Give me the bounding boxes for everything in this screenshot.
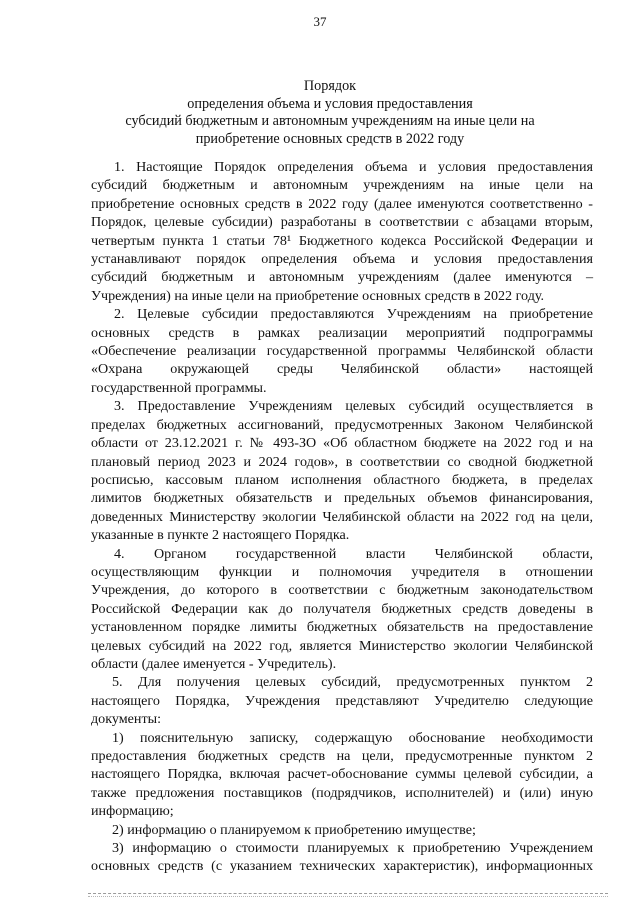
paragraph-line: 2) информацию о планируемом к приобретению имуществе; bbox=[112, 821, 476, 838]
paragraph-line: 5. Для получения целевых субсидий, предусмотренных пунктом 2 bbox=[112, 674, 593, 691]
paragraph-line: основных средств (с указанием технических характеристик), информационных bbox=[91, 858, 593, 875]
title-line: Порядок bbox=[303, 78, 357, 94]
title-line: приобретение основных средств в 2022 году bbox=[195, 130, 465, 147]
paragraph-line: информацию; bbox=[91, 803, 174, 820]
paragraph-line: 2. Целевые субсидии предоставляются Учреждениям на приобретение bbox=[114, 306, 593, 323]
paragraph-line: области (далее именуется - Учредитель). bbox=[91, 655, 337, 672]
paragraph-line: 4. Органом государственной власти Челябинской области, bbox=[114, 545, 593, 562]
paragraph-line: Учреждения, до которого в соответствии с бюджетным законодательством bbox=[91, 582, 593, 599]
title-line: субсидий бюджетным и автономным учреждениям на иные цели на bbox=[125, 113, 535, 129]
paragraph bbox=[91, 673, 593, 728]
paragraph-line: Российской Федерации как до получателя бюджетных средств доведены в bbox=[91, 600, 593, 617]
paragraph-line: государственной программы. bbox=[91, 379, 267, 396]
document-body bbox=[91, 158, 593, 876]
title-line: определения объема и условия предоставления bbox=[187, 95, 473, 112]
paragraph-line: субсидий бюджетным и автономным учреждениям на иные цели на bbox=[91, 177, 593, 194]
paragraph-line: осуществляющим функции и полномочия учредителя в отношении bbox=[91, 563, 593, 580]
paragraph-line: основных средств в рамках реализации мероприятий подпрограммы bbox=[91, 324, 593, 341]
paragraph bbox=[91, 839, 593, 876]
paragraph-line: устанавливают порядок определения объема и условия предоставления bbox=[91, 251, 593, 268]
paragraph-line: «Обеспечение реализации государственной программы Челябинской области bbox=[91, 343, 593, 360]
footer-divider bbox=[88, 893, 608, 894]
paragraph-line: 1) пояснительную записку, содержащую обоснование необходимости bbox=[112, 729, 593, 746]
paragraph-line: документы: bbox=[91, 711, 161, 728]
paragraph-line: целевых субсидий на 2022 год, является Министерство экологии Челябинской bbox=[91, 637, 593, 654]
paragraph-line: Учреждения) на иные цели на приобретение основных средств в 2022 году. bbox=[91, 287, 545, 304]
paragraph bbox=[91, 158, 593, 305]
paragraph-line: плановый период 2023 и 2024 годов», в соответствии со сводной бюджетной bbox=[91, 453, 593, 470]
paragraph-line: указанные в пункте 2 настоящего Порядка. bbox=[91, 527, 350, 544]
paragraph-line: 1. Настоящие Порядок определения объема и условия предоставления bbox=[114, 159, 593, 175]
paragraph-line: приобретение основных средств в 2022 году (далее именуются соответственно - bbox=[91, 195, 593, 212]
paragraph-line: Порядок, целевые субсидии) разработаны в соответствии с абзацами вторым, bbox=[91, 214, 593, 231]
paragraph-line: пределах бюджетных ассигнований, предусмотренных Законом Челябинской bbox=[91, 416, 593, 433]
paragraph-line: настоящего Порядка, Учреждения представляют Учредителю следующие bbox=[91, 692, 593, 709]
paragraph bbox=[91, 821, 593, 839]
paragraph bbox=[91, 729, 593, 821]
paragraph-line: четвертым пункта 1 статьи 78¹ Бюджетного кодекса Российской Федерации и bbox=[91, 232, 593, 249]
document-title bbox=[60, 78, 600, 148]
paragraph-line: лимитов бюджетных обязательств и предельных объемов финансирования, bbox=[91, 490, 593, 507]
paragraph-line: субсидий бюджетным и автономным учреждениям (далее именуются – bbox=[91, 269, 593, 286]
page-number: 37 bbox=[313, 14, 327, 29]
paragraph-line: также предложения поставщиков (подрядчиков, исполнителей) и (или) иную bbox=[91, 784, 593, 801]
paragraph bbox=[91, 545, 593, 674]
paragraph bbox=[91, 397, 593, 544]
paragraph-line: предоставления бюджетных средств на цели, предусмотренные пунктом 2 bbox=[91, 748, 593, 764]
footer-divider-secondary bbox=[88, 896, 608, 897]
paragraph bbox=[91, 305, 593, 397]
paragraph-line: установленном порядке лимиты бюджетных обязательств на предоставление bbox=[91, 619, 593, 636]
paragraph-line: 3) информацию о стоимости планируемых к приобретению Учреждением bbox=[112, 840, 593, 857]
paragraph-line: доведенных Министерству экологии Челябинской области на 2022 год на цели, bbox=[91, 508, 593, 525]
paragraph-line: росписью, кассовым планом исполнения областного бюджета, в пределах bbox=[91, 471, 593, 488]
paragraph-line: области от 23.12.2021 г. № 493-ЗО «Об областном бюджете на 2022 год и на bbox=[91, 435, 593, 452]
paragraph-line: 3. Предоставление Учреждениям целевых субсидий осуществляется в bbox=[114, 398, 593, 415]
paragraph-line: настоящего Порядка, включая расчет-обоснование суммы целевой субсидии, а bbox=[91, 766, 593, 783]
paragraph-line: «Охрана окружающей среды Челябинской области» настоящей bbox=[91, 361, 593, 378]
